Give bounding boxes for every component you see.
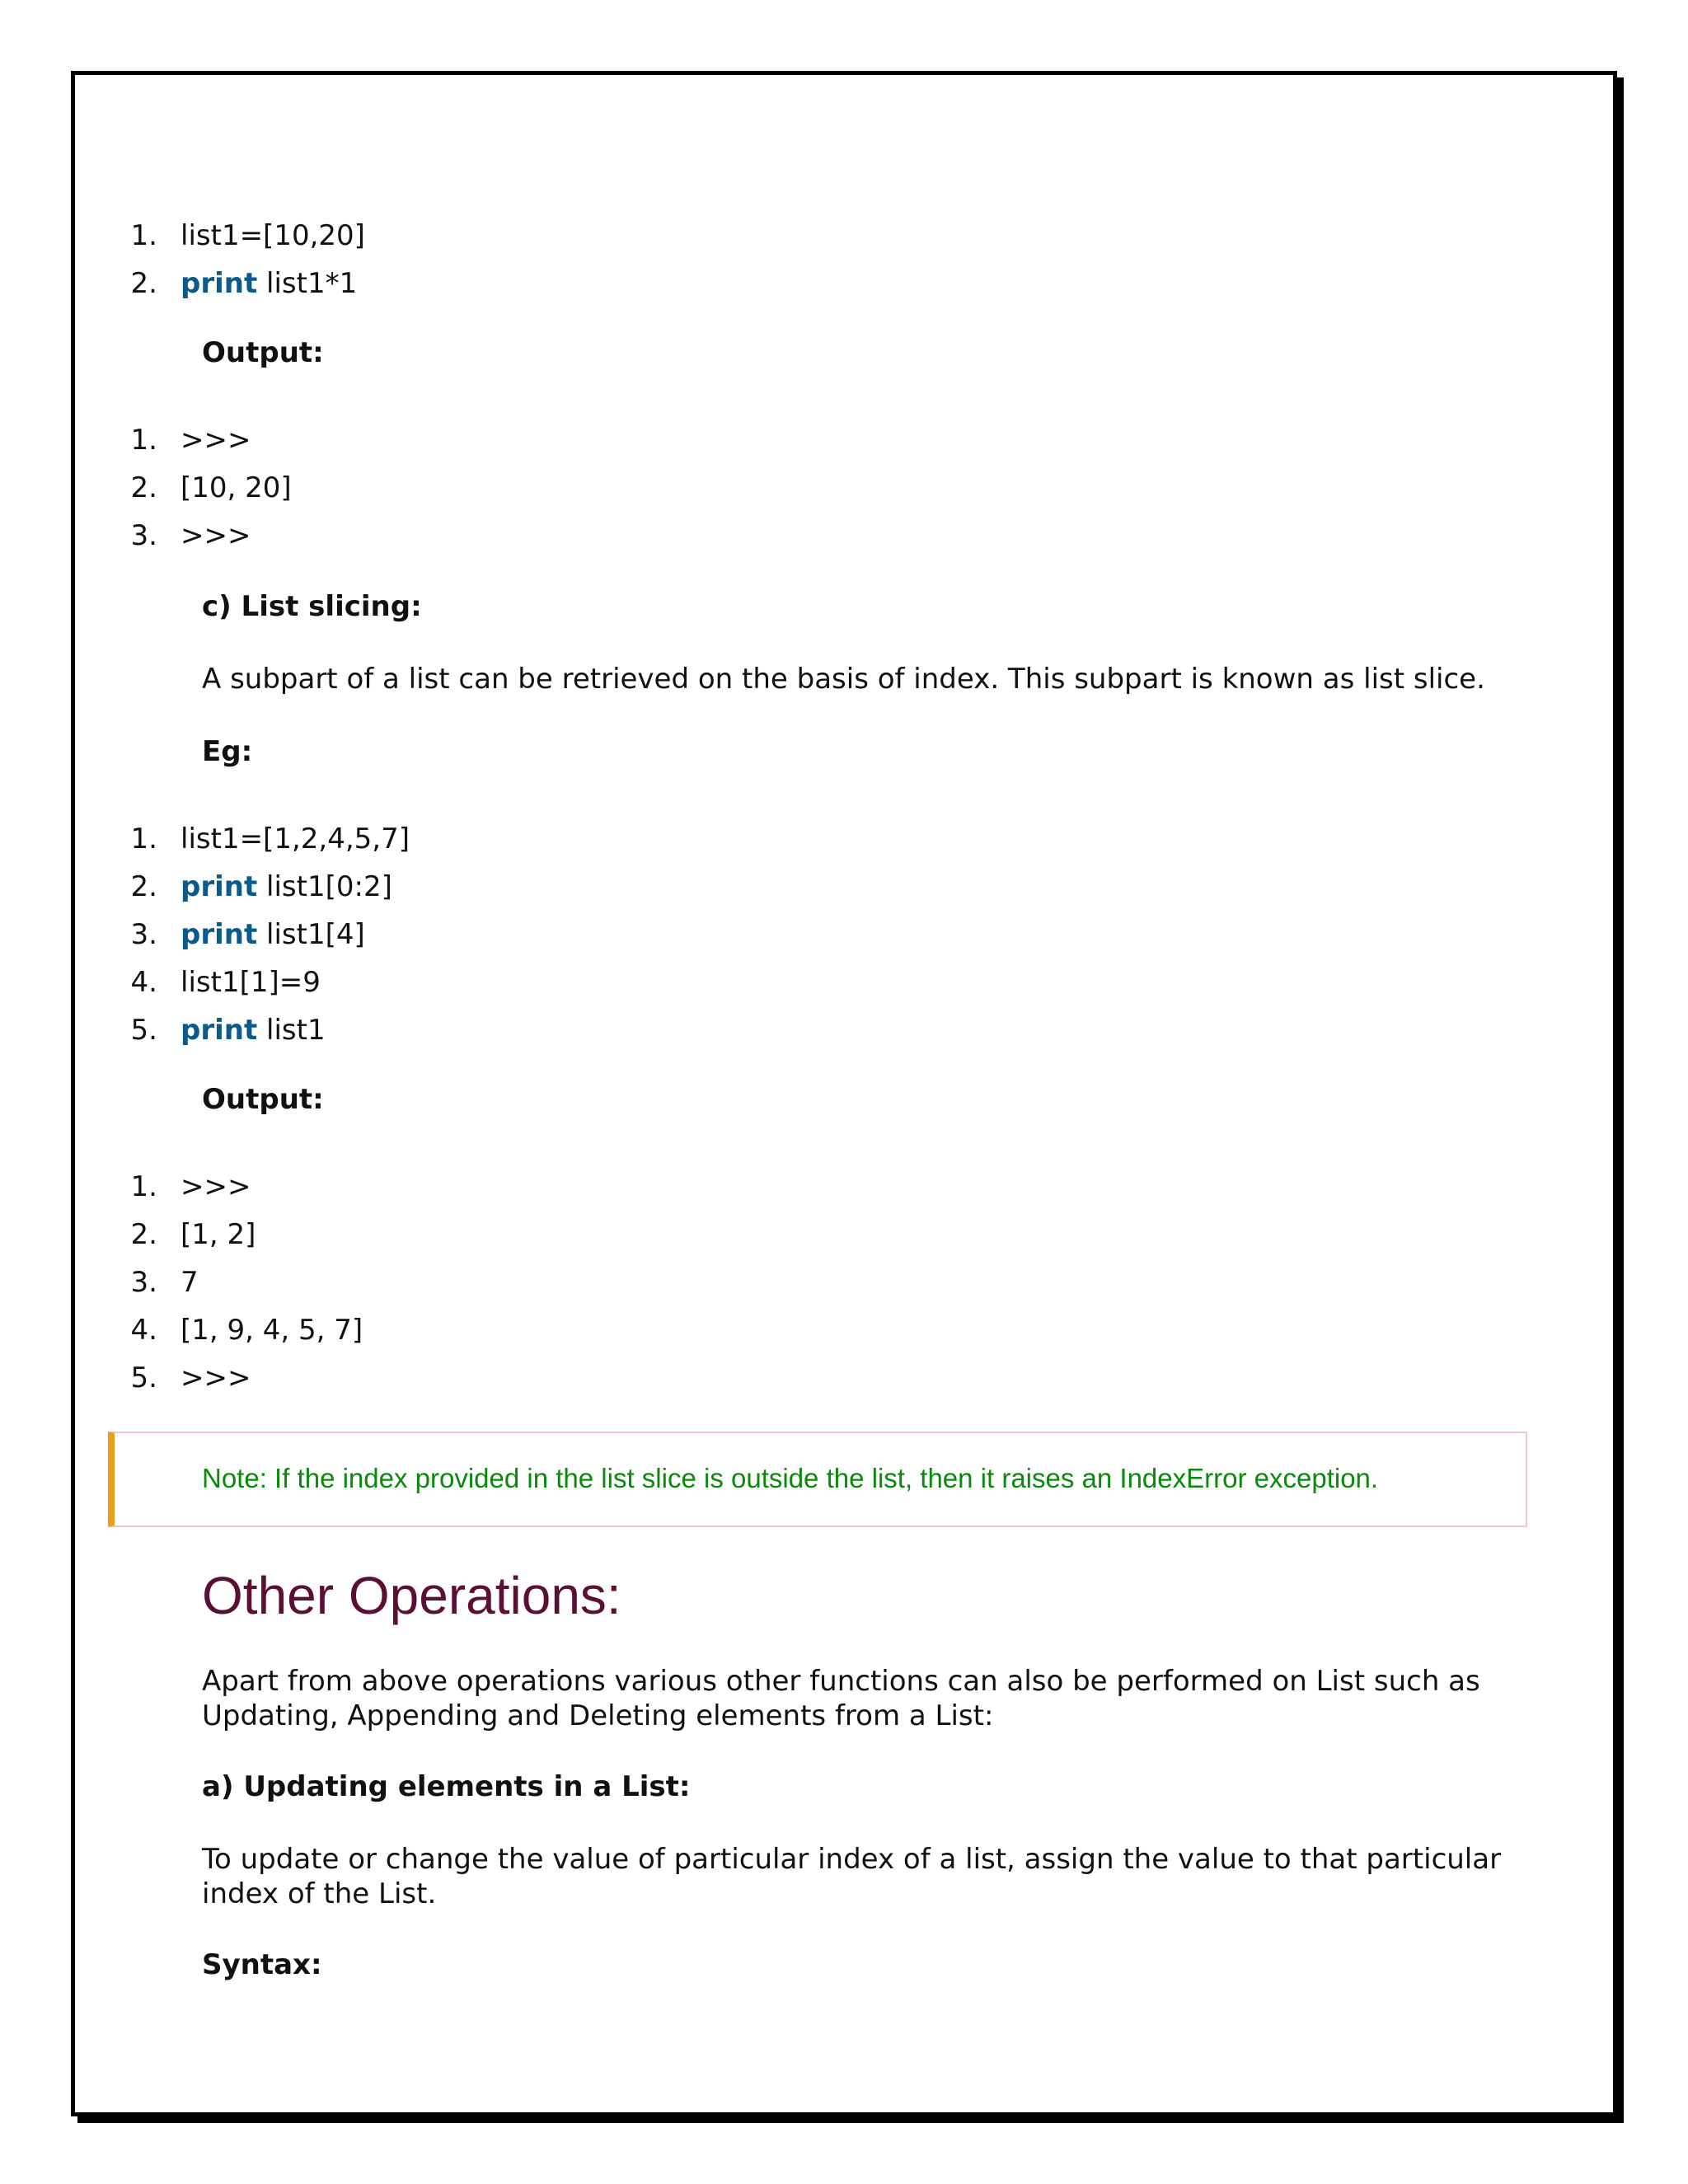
document-page — [71, 71, 1617, 2116]
code-line: 2. print list1[0:2] — [130, 870, 392, 903]
code-line: 5. print list1 — [130, 1014, 326, 1047]
code-line: 4. list1[1]=9 — [130, 966, 321, 999]
other-description: Apart from above operations various other functions can also be performed on List such as Updating, Appending and Deleting elements from a List: — [202, 1665, 1480, 1732]
slicing-heading: c) List slicing: — [202, 590, 422, 623]
output-line: 1. >>> — [130, 424, 251, 457]
code-block-2 — [75, 815, 410, 1054]
note-box — [108, 1432, 1527, 1527]
output-line: 5. >>> — [130, 1361, 251, 1394]
note-text: Note: If the index provided in the list slice is outside the list, then it raises an IndexError exception. — [202, 1463, 1379, 1493]
output-label: Output: — [202, 1083, 324, 1116]
output-block-2 — [75, 1163, 363, 1402]
output-line: 3. 7 — [130, 1266, 199, 1299]
output-line: 1. >>> — [130, 1170, 251, 1203]
eg-label: Eg: — [202, 735, 253, 768]
section-heading: Other Operations: — [202, 1566, 621, 1625]
output-line: 3. >>> — [130, 519, 251, 552]
output-line: 2. [1, 2] — [130, 1218, 256, 1251]
syntax-label: Syntax: — [202, 1948, 322, 1981]
output-block-1 — [75, 416, 292, 560]
code-line: 2. print list1*1 — [130, 267, 358, 300]
code-block-1 — [75, 212, 365, 307]
slicing-description: A subpart of a list can be retrieved on the basis of index. This subpart is known as list slice. — [202, 663, 1485, 696]
code-line: 1. list1=[10,20] — [130, 219, 365, 252]
code-line: 1. list1=[1,2,4,5,7] — [130, 823, 410, 855]
code-line: 3. print list1[4] — [130, 918, 365, 951]
output-line: 4. [1, 9, 4, 5, 7] — [130, 1314, 363, 1347]
update-description: To update or change the value of particular index of a list, assign the value to that particular index of the List. — [202, 1843, 1502, 1910]
update-heading: a) Updating elements in a List: — [202, 1770, 691, 1803]
output-line: 2. [10, 20] — [130, 471, 292, 504]
output-label: Output: — [202, 336, 324, 369]
